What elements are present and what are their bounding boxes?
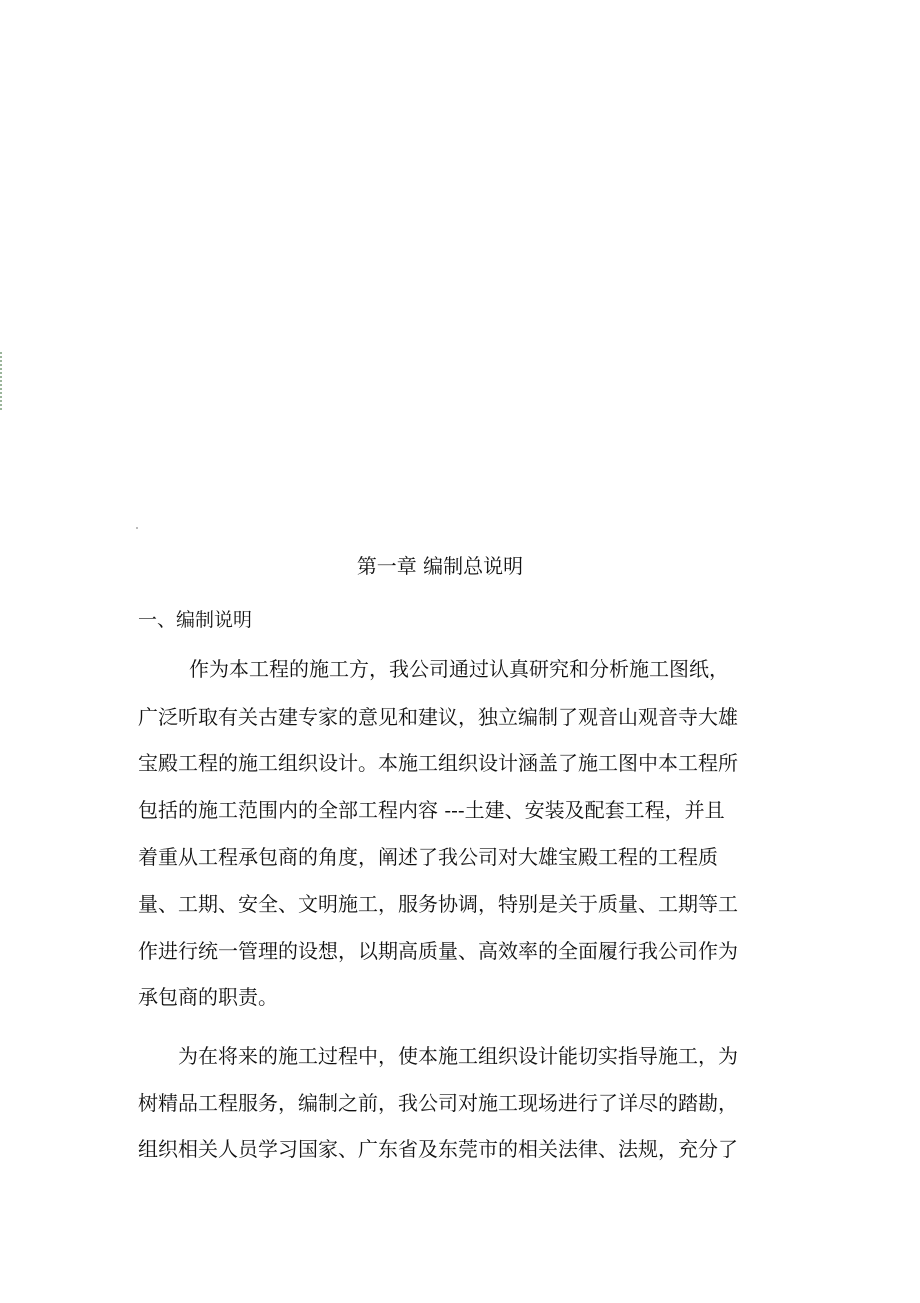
paragraph-line: 作进行统一管理的设想，以期高质量、高效率的全面履行我公司作为 (138, 939, 738, 963)
paragraph-line: 着重从工程承包商的角度，阐述了我公司对大雄宝殿工程的工程质 (138, 845, 718, 869)
paragraph-line: 宝殿工程的施工组织设计。本施工组织设计涵盖了施工图中本工程所 (138, 751, 738, 775)
paragraph-line: 组织相关人员学习国家、广东省及东莞市的相关法律、法规，充分了 (138, 1137, 738, 1161)
paragraph-line: 量、工期、安全、文明施工，服务协调，特别是关于质量、工期等工 (138, 892, 738, 916)
paragraph-line: 树精品工程服务，编制之前，我公司对施工现场进行了详尽的踏勘， (138, 1091, 738, 1115)
paragraph-line: 广泛听取有关古建专家的意见和建议，独立编制了观音山观音寺大雄 (138, 705, 738, 729)
binding-margin-mark (0, 352, 2, 410)
scan-speck (136, 527, 138, 529)
section-heading: 一、编制说明 (138, 609, 253, 631)
chapter-title: 第一章 编制总说明 (356, 554, 524, 578)
paragraph-line: 承包商的职责。 (138, 985, 278, 1009)
paragraph-line: 为在将来的施工过程中，使本施工组织设计能切实指导施工，为 (178, 1044, 738, 1068)
paragraph-line: 作为本工程的施工方，我公司通过认真研究和分析施工图纸， (189, 657, 729, 681)
paragraph-line: 包括的施工范围内的全部工程内容 ---土建、安装及配套工程，并且 (138, 798, 725, 822)
